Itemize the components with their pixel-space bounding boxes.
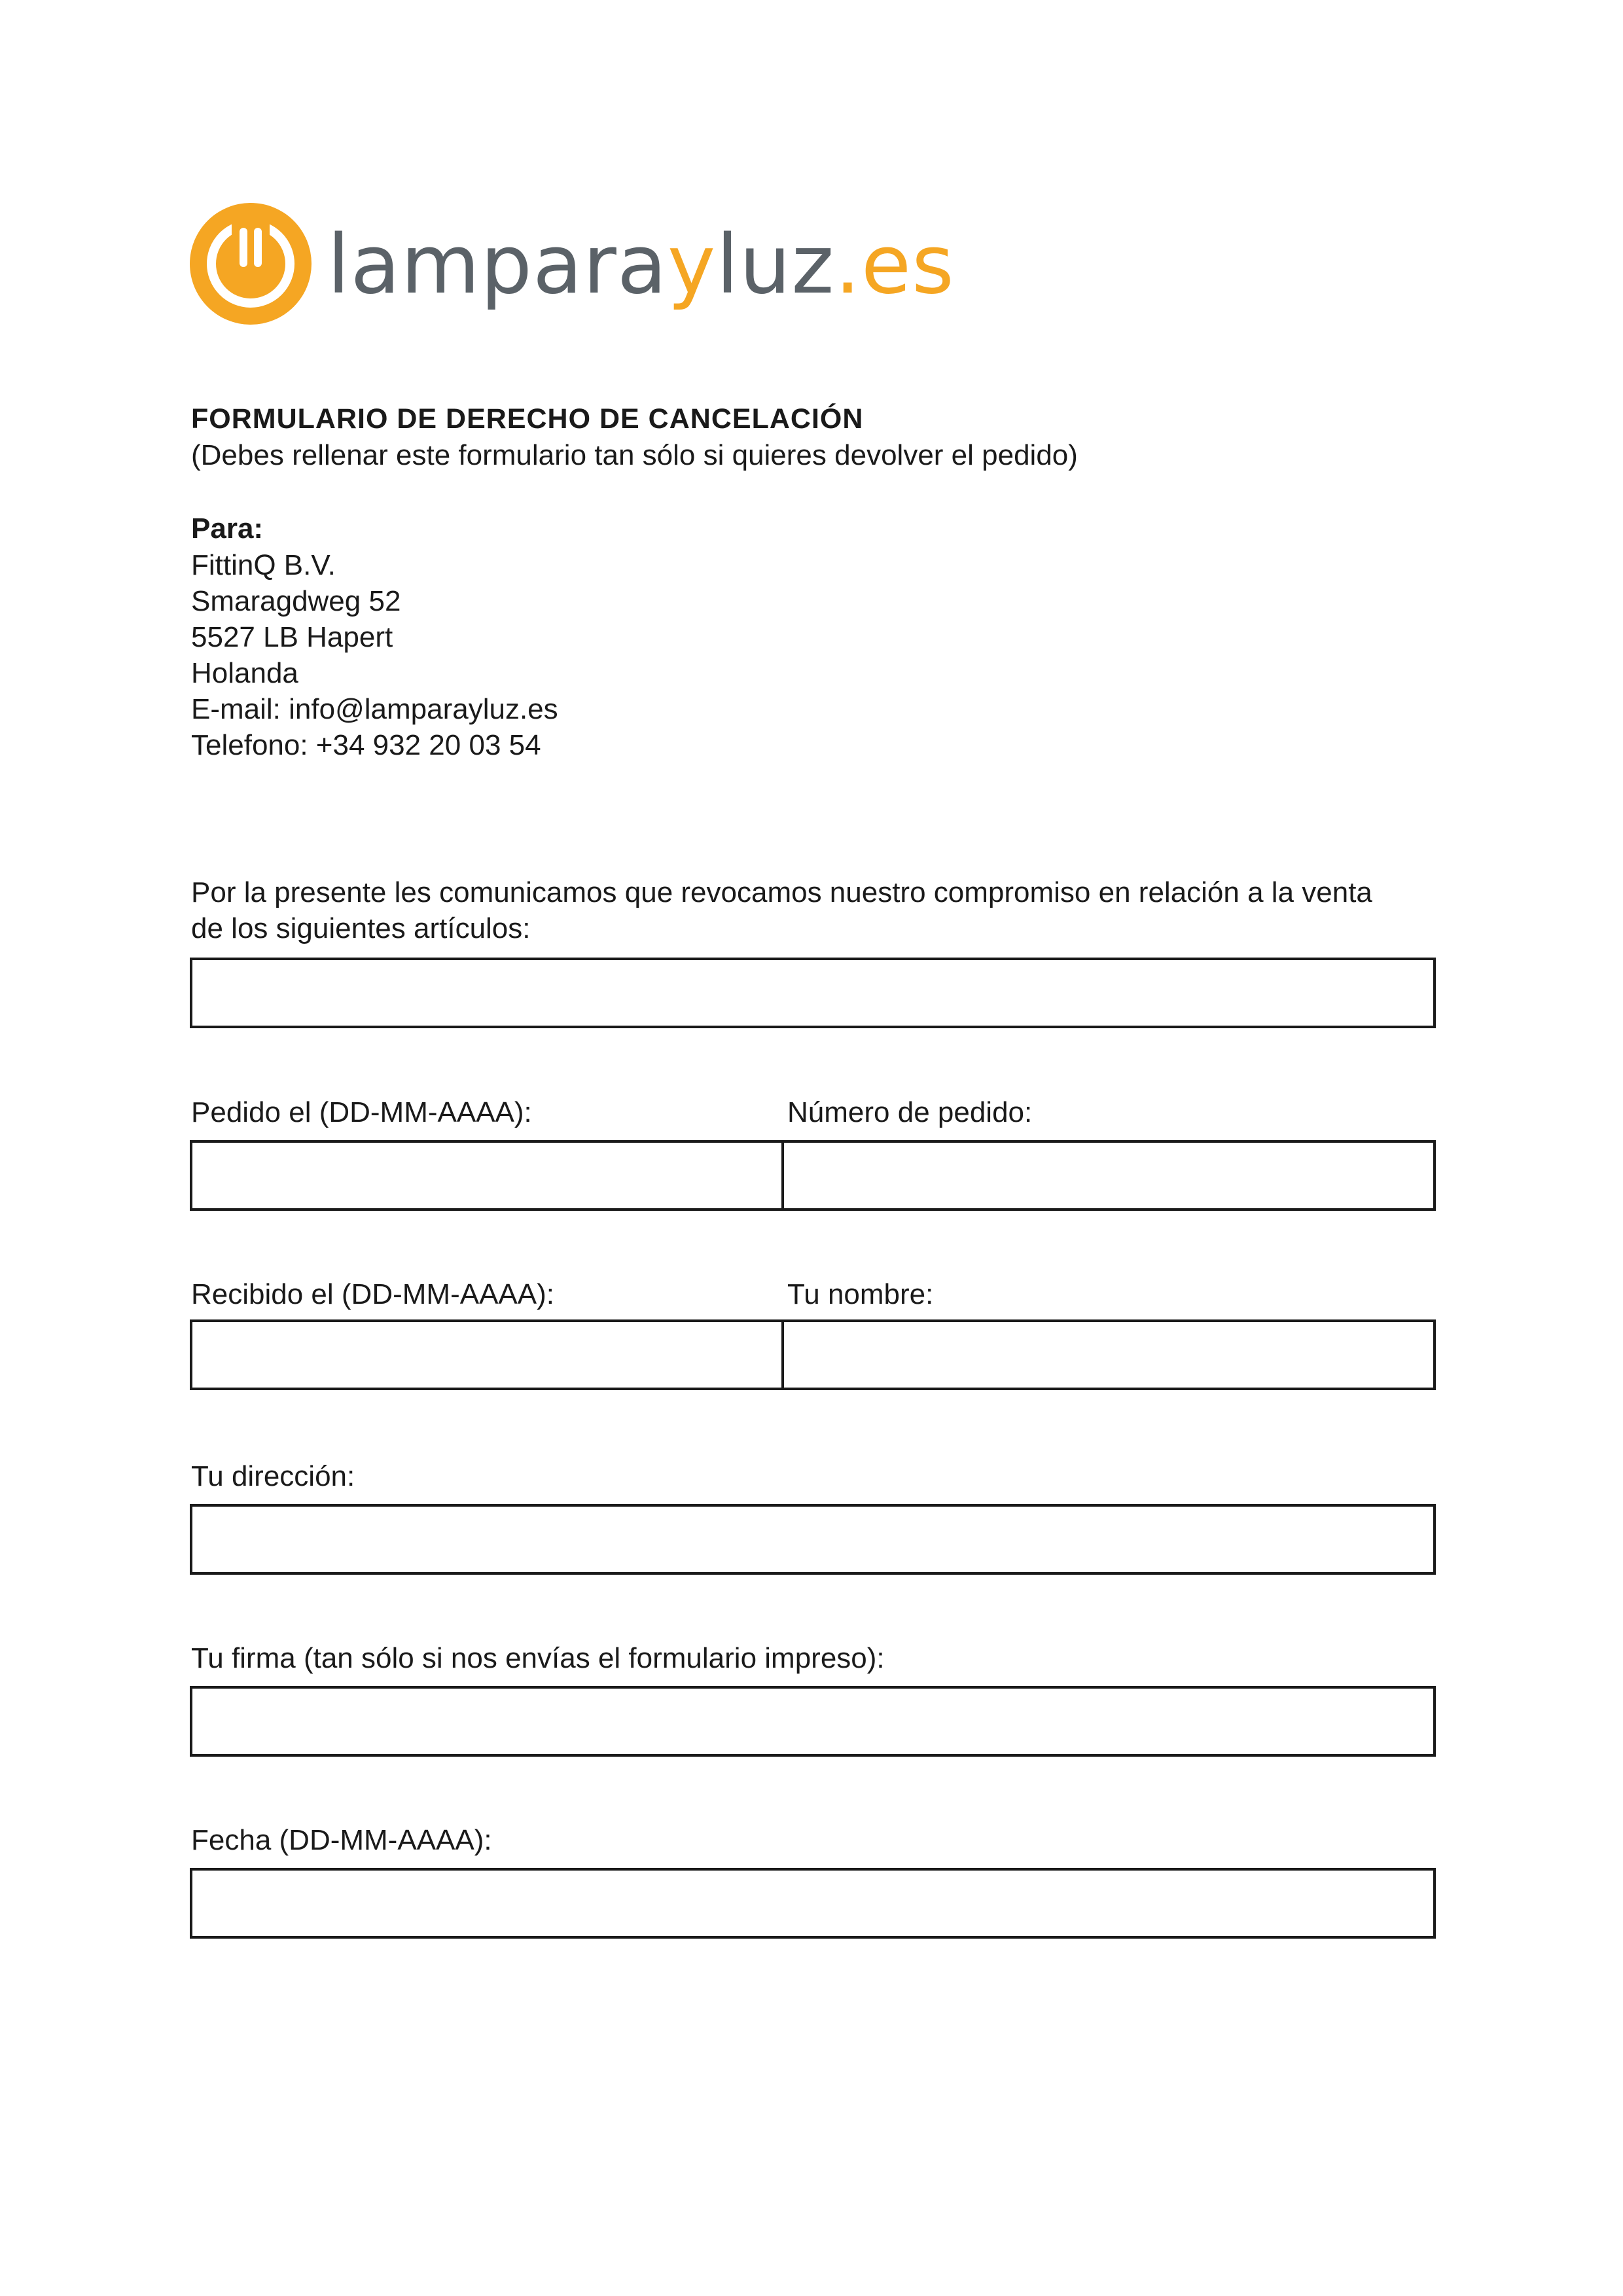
recipient-country: Holanda — [191, 657, 298, 689]
received-on-label: Recibido el (DD-MM-AAAA): — [191, 1278, 554, 1310]
recipient-company: FittinQ B.V. — [191, 549, 336, 581]
order-number-label: Número de pedido: — [787, 1096, 1033, 1128]
logo-text-luz: luz — [716, 218, 835, 312]
ordered-on-label: Pedido el (DD-MM-AAAA): — [191, 1096, 532, 1128]
signature-label: Tu firma (tan sólo si nos envías el formulario impreso): — [191, 1642, 885, 1674]
name-label: Tu nombre: — [787, 1278, 934, 1310]
logo-text-es: .es — [834, 218, 955, 312]
logo-text-lampara: lampara — [327, 218, 668, 312]
address-label: Tu dirección: — [191, 1460, 355, 1492]
date-label: Fecha (DD-MM-AAAA): — [191, 1824, 492, 1856]
articles-field[interactable] — [190, 958, 1436, 1028]
date-field[interactable] — [190, 1868, 1436, 1939]
ordered-on-field[interactable] — [190, 1140, 784, 1211]
intro-line-2: de los siguientes artículos: — [191, 912, 531, 944]
intro-line-1: Por la presente les comunicamos que revocamos nuestro compromiso en relación a la venta — [191, 876, 1372, 908]
recipient-street: Smaragdweg 52 — [191, 585, 401, 617]
name-field[interactable] — [781, 1319, 1436, 1390]
logo-wordmark — [327, 216, 955, 314]
logo-icon — [190, 203, 312, 325]
recipient-email: E-mail: info@lamparayluz.es — [191, 693, 558, 725]
form-title: FORMULARIO DE DERECHO DE CANCELACIÓN — [191, 403, 864, 435]
logo-text-y: y — [667, 218, 717, 312]
received-on-field[interactable] — [190, 1319, 784, 1390]
recipient-phone: Telefono: +34 932 20 03 54 — [191, 729, 541, 761]
recipient-postal: 5527 LB Hapert — [191, 621, 393, 653]
order-number-field[interactable] — [781, 1140, 1436, 1211]
signature-field[interactable] — [190, 1686, 1436, 1757]
address-field[interactable] — [190, 1504, 1436, 1575]
form-subtitle: (Debes rellenar este formulario tan sólo si quieres devolver el pedido) — [191, 439, 1078, 471]
recipient-label: Para: — [191, 512, 264, 545]
